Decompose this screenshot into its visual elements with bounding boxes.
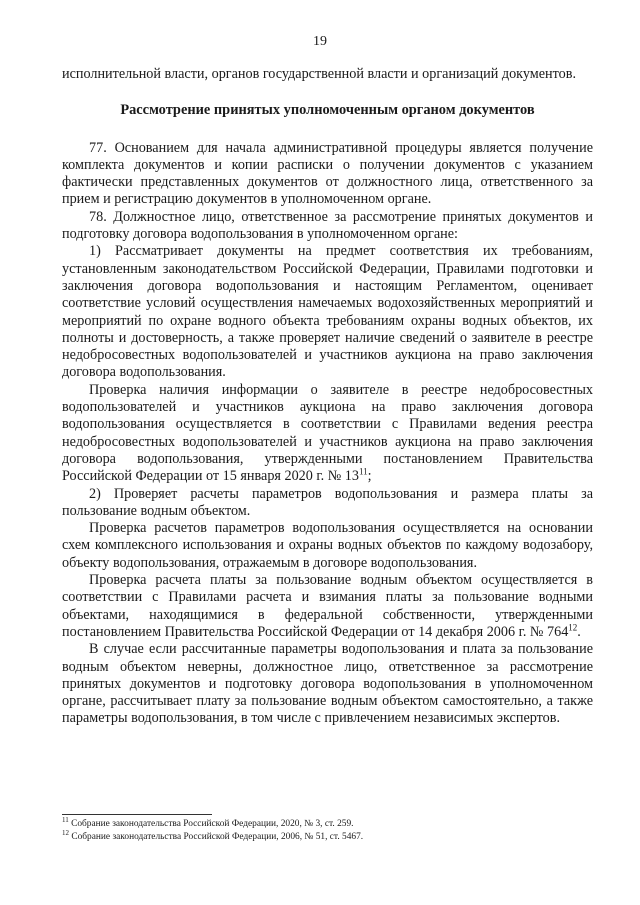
paragraph-registry-check [62,382,593,486]
paragraph-fee-check [62,572,593,641]
fee-check-end: . [577,623,581,640]
paragraph-incorrect-case: В случае если рассчитанные параметры водопользования и плата за пользование водным объектом неверны, должностное лицо, ответственное за рассмотрение принятых документов и подготовку договора водопользования в уполномоченном органе, рассчитывает плату за пользование водным объектом самостоятельно, а также параметры водопользования, в том числе с привлечением независимых экспертов. [62,641,593,727]
registry-check-end: ; [367,468,372,485]
footnotes [62,815,593,844]
footnote-ref-12: 12 [568,622,578,633]
document-body [62,66,593,728]
paragraph-continuation: исполнительной власти, органов государственной власти и организаций документов. [62,66,577,82]
paragraph-78-2: 2) Проверяет расчеты параметров водопользования и размера платы за пользование водным объектом. [62,485,593,519]
footnote-12 [62,828,593,844]
footnote-text: Собрание законодательства Российской Федерации, 2006, № 51, ст. 5467. [69,832,364,842]
registry-check-text: Проверка наличия информации о заявителе в реестре недобросовестных водопользователей и участников аукциона на право заключения договора водопользования осуществляется в соответствии с Правилами ведения реестра недобросовестных водопользователей и участников аукциона на право заключения договора водопользования, утвержденными постановлением Правительства Российской Федерации от 15 января 2020 г. № 13 [62,381,593,485]
page-number: 19 [313,34,327,49]
fee-check-text: Проверка расчета платы за пользование водным объектом осуществляется в соответствии с Правилами расчета и взимания платы за пользование водными объектами, находящимися в федеральной собственности, утвержденными постановлением Правительства Российской Федерации от 14 декабря 2006 г. № 764 [62,572,593,640]
section-heading: Рассмотрение принятых уполномоченным органом документов [120,102,535,119]
footnote-mark: 12 [62,828,69,837]
footnote-ref-11: 11 [359,466,368,477]
paragraph-78: 78. Должностное лицо, ответственное за рассмотрение принятых документов и подготовку договора водопользования в уполномоченном органе: [62,208,593,243]
paragraph-77: 77. Основанием для начала административной процедуры является получение комплекта документов и копии расписки о получении документов с указанием фактически представленных документов от должностного лица, ответственного за прием и регистрацию документов в уполномоченном органе. [62,139,593,208]
footnote-divider [62,814,212,815]
footnote-text: Собрание законодательства Российской Федерации, 2020, № 3, ст. 259. [68,819,354,829]
paragraph-params-check: Проверка расчетов параметров водопользования осуществляется на основании схем комплексного использования и охраны водных объектов по каждому водозабору, объекту водопользования, отражаемым в договоре водопользования. [62,520,593,571]
footnote-mark: 11 [62,815,69,824]
paragraph-78-1: 1) Рассматривает документы на предмет соответствия их требованиям, установленным законодательством Российской Федерации, Правилами подготовки и заключения договора водопользования и настоящим Регламентом, оценивает соответствие условий осуществления намечаемых водохозяйственных мероприятий и мероприятий по охране водного объекта требованиям охраны водных объектов, их полноты и достоверность, а также проверяет наличие сведений о заявителе в реестре недобросовестных водопользователей и участников аукциона на право заключения договора водопользования. [62,243,593,381]
footnote-11 [62,815,593,831]
